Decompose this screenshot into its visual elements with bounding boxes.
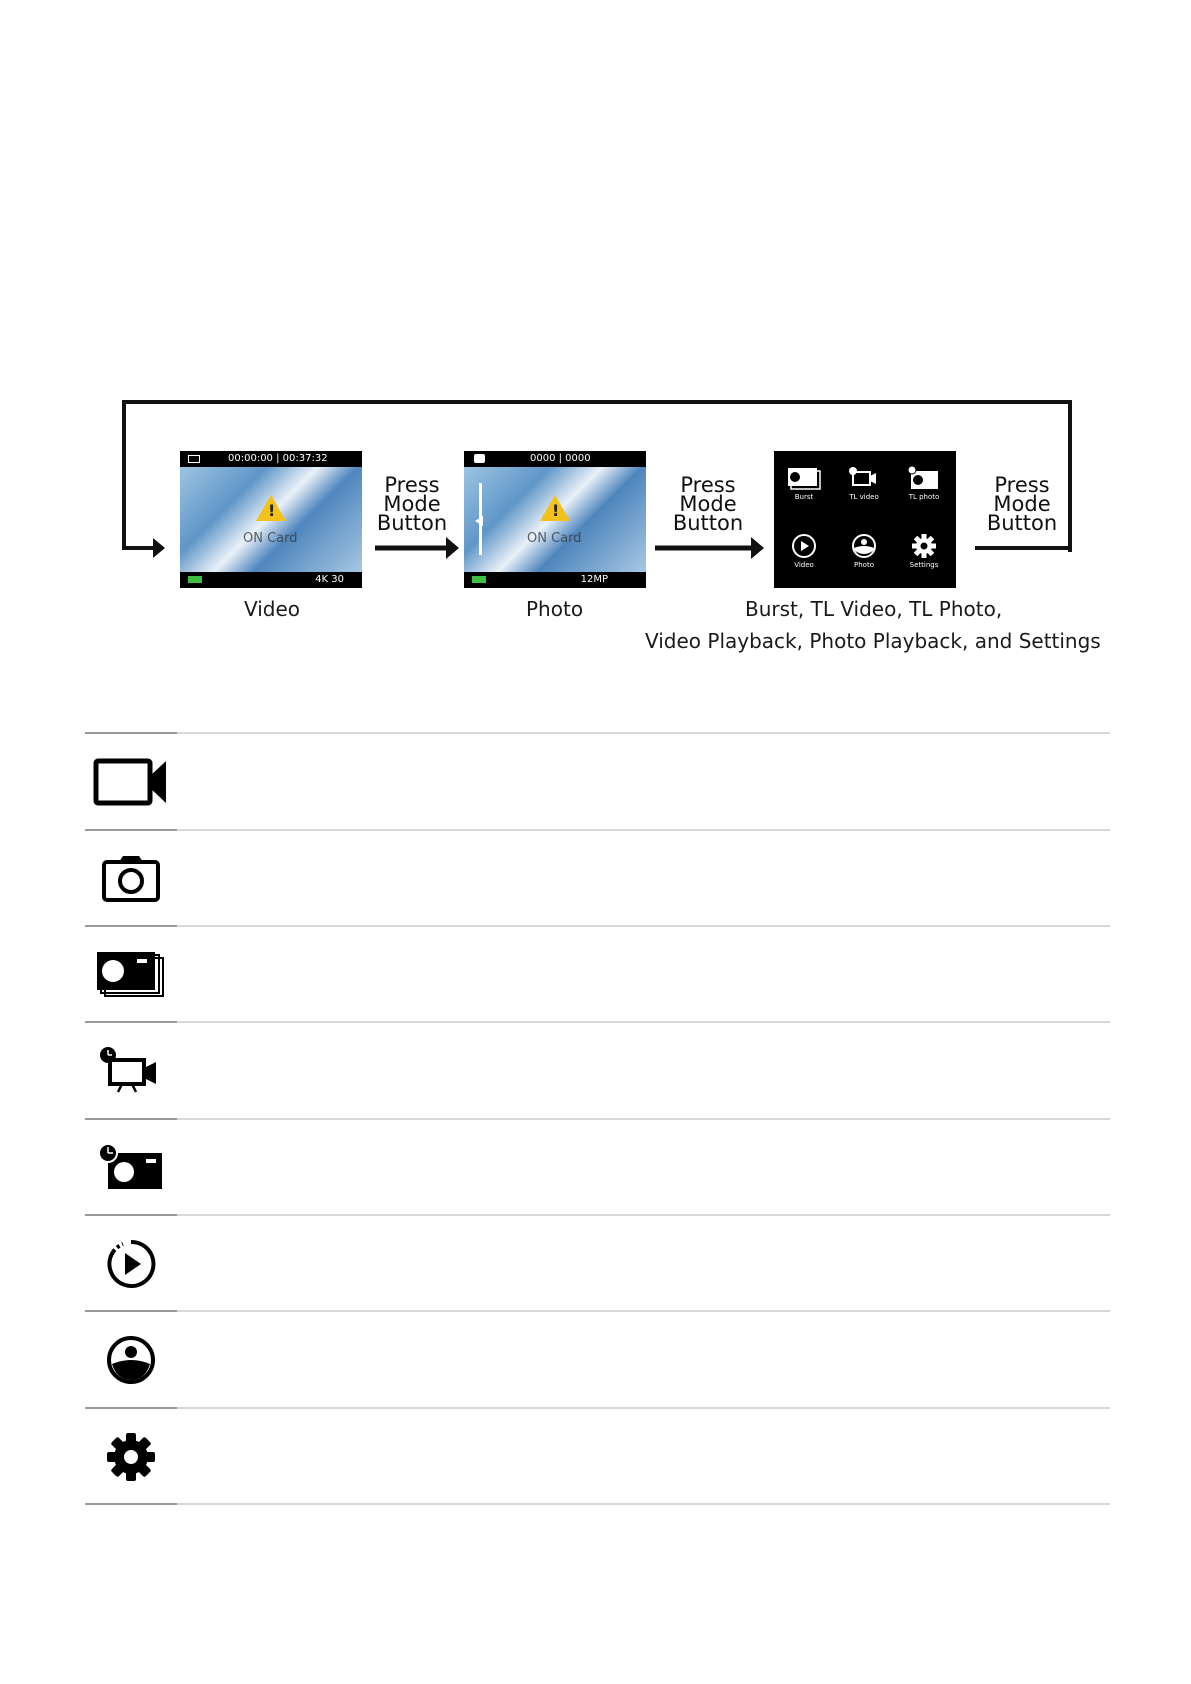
table-row [85,1023,1110,1119]
burst-icon [786,465,822,491]
menu-item-photo-playback: Photo [834,533,894,569]
timelapse-photo-icon [906,465,942,491]
table-row [85,1409,1110,1505]
warning-icon [256,495,286,521]
video-mode-icon [188,455,200,463]
menu-caption-line2: Video Playback, Photo Playback, and Settings [645,629,1101,653]
video-info-bar [180,572,362,588]
arrow-photo-to-menu-head [751,537,764,559]
return-loop-arrowhead [153,538,165,558]
timelapse-video-icon [846,465,882,491]
table-row [85,1120,1110,1216]
photo-mode-screen [464,451,646,588]
on-card-text: ON Card [527,531,582,546]
photo-counter: 0000 | 0000 [530,453,591,464]
menu-item-burst: Burst [774,465,834,501]
table-row [85,927,1110,1023]
table-row [85,734,1110,830]
video-playback-icon [786,533,822,559]
photo-camera-icon [101,854,161,904]
mode-cycle-arrows [0,0,1191,720]
menu-item-tl-photo: TL photo [894,465,954,501]
photo-playback-icon [105,1334,157,1386]
press-mode-label-2: Press Mode Button [672,473,744,535]
burst-icon [95,950,167,1000]
mode-menu-screen [774,451,956,588]
battery-icon [472,576,486,583]
menu-caption-line1: Burst, TL Video, TL Photo, [745,597,1003,621]
photo-caption: Photo [526,597,584,621]
video-playback-icon [105,1238,157,1290]
press-mode-label-3: Press Mode Button [986,473,1058,535]
menu-item-settings: Settings [894,533,954,569]
table-row [85,1216,1110,1312]
press-mode-label-1: Press Mode Button [376,473,448,535]
photo-mode-icon [474,454,485,463]
video-mode-screen [180,451,362,588]
settings-icon [906,533,942,559]
video-resolution: 4K 30 [315,574,344,585]
timelapse-video-icon [98,1046,164,1096]
table-divider [85,1503,1110,1505]
mode-cycle-diagram [0,0,1191,720]
video-timer: 00:00:00 | 00:37:32 [228,453,328,464]
photo-playback-icon [846,533,882,559]
battery-icon [188,576,202,583]
photo-status-bar [464,451,646,467]
photo-info-bar [464,572,646,588]
menu-item-tl-video: TL video [834,465,894,501]
photo-resolution: 12MP [580,574,608,585]
table-row [85,831,1110,927]
on-card-text: ON Card [243,531,298,546]
video-camera-icon [93,757,169,807]
menu-item-video-playback: Video [774,533,834,569]
timelapse-photo-icon [98,1143,164,1193]
video-caption: Video [244,597,301,621]
zoom-slider-handle [475,516,483,526]
warning-icon [540,495,570,521]
video-status-bar [180,451,362,467]
arrow-video-to-photo-head [446,537,459,559]
table-row [85,1312,1110,1408]
settings-icon [105,1431,157,1483]
